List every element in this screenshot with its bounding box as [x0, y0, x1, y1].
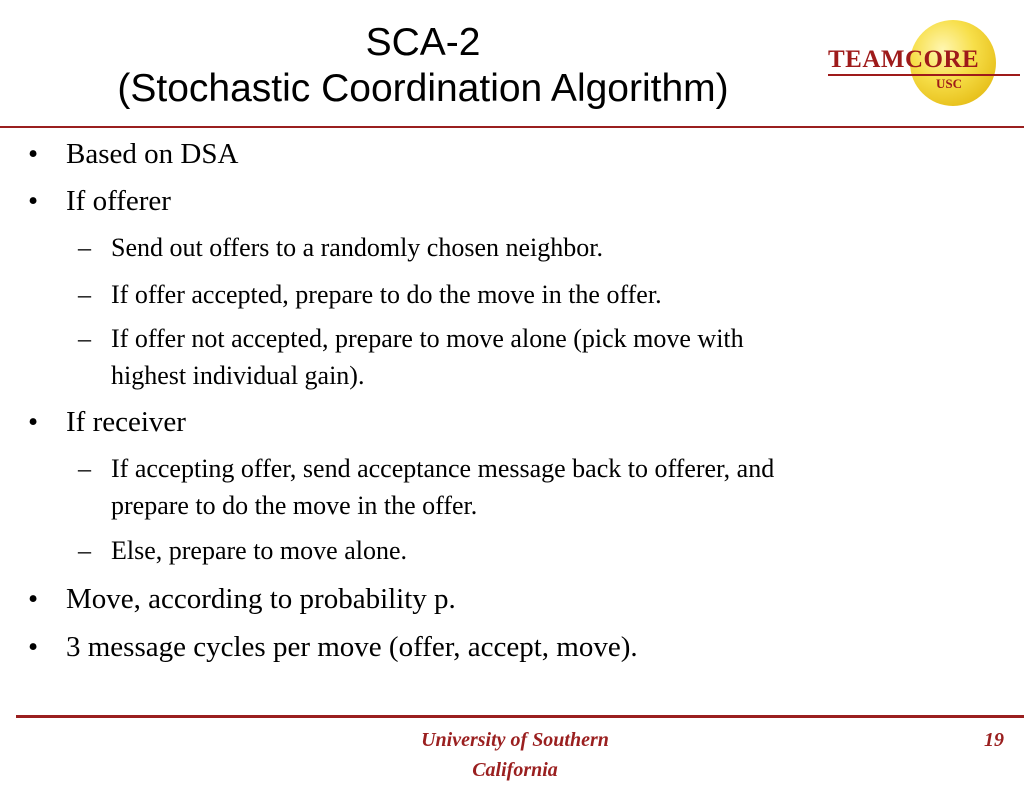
teamcore-logo	[824, 18, 1024, 114]
sub-bullet-text: If offer accepted, prepare to do the move in the offer.	[111, 280, 662, 309]
top-divider	[0, 126, 1024, 128]
dash-icon: –	[78, 536, 91, 565]
dash-icon: –	[78, 233, 91, 262]
sub-bullet-text: Else, prepare to move alone.	[111, 536, 407, 565]
bullet-text: Move, according to probability p.	[66, 583, 456, 615]
footer-line-2: California	[472, 759, 558, 781]
sub-bullet-text: highest individual gain).	[111, 361, 365, 390]
footer-line-1: University of Southern	[421, 729, 609, 751]
page-number: 19	[984, 729, 1004, 751]
logo-underline	[828, 74, 1020, 76]
bullet-text: If receiver	[66, 406, 186, 438]
bullet-icon: •	[28, 185, 39, 217]
bullet-icon: •	[28, 583, 39, 615]
bullet-text: Based on DSA	[66, 138, 239, 170]
dash-icon: –	[78, 454, 91, 483]
footer-institution	[380, 725, 650, 785]
logo-sub: USC	[936, 76, 963, 91]
title-line-2: (Stochastic Coordination Algorithm)	[117, 67, 729, 110]
logo-name: TEAMCORE	[828, 46, 980, 73]
bottom-divider	[16, 715, 1024, 718]
sub-bullet-text: If accepting offer, send acceptance message back to offerer, and	[111, 454, 775, 483]
slide-title	[0, 20, 846, 112]
sub-bullet-text: prepare to do the move in the offer.	[111, 491, 478, 520]
bullet-icon: •	[28, 631, 39, 663]
bullet-text: 3 message cycles per move (offer, accept, move).	[66, 631, 638, 663]
sub-bullet-text: If offer not accepted, prepare to move alone (pick move with	[111, 324, 744, 353]
bullet-text: If offerer	[66, 185, 171, 217]
sub-bullet-text: Send out offers to a randomly chosen neighbor.	[111, 233, 603, 262]
dash-icon: –	[78, 280, 91, 309]
title-line-1: SCA-2	[365, 21, 481, 64]
dash-icon: –	[78, 324, 91, 353]
bullet-icon: •	[28, 406, 39, 438]
bullet-icon: •	[28, 138, 39, 170]
